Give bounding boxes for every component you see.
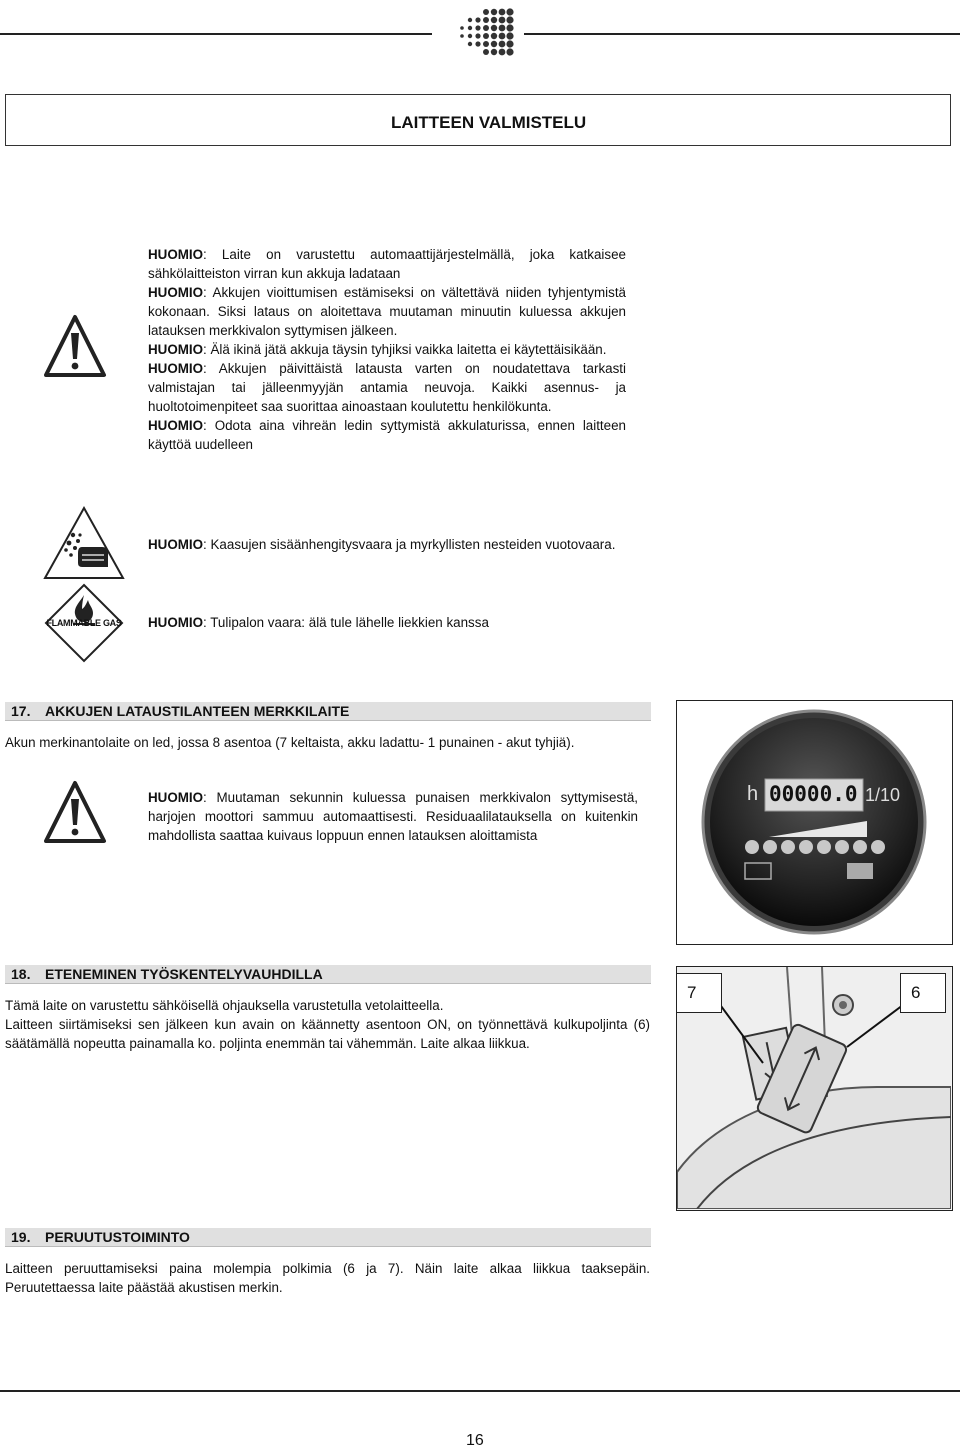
dot-logo-icon — [452, 6, 516, 62]
meter-hour-digits: 00000.0 — [769, 782, 858, 806]
page-title: LAITTEEN VALMISTELU — [391, 113, 587, 132]
warning-line-1: HUOMIO: Laite on varustettu automaattijärjestelmällä, joka katkaisee sähkölaitteiston virran kun akkuja ladataan — [148, 247, 626, 281]
section-19-body: Laitteen peruuttamiseksi paina molempia polkimia (6 ja 7). Näin laite alkaa liikkua taaksepäin. Peruutettaessa laite päästää akustisen merkin. — [5, 1261, 650, 1295]
meter-led — [871, 840, 885, 854]
callout-6: 6 — [900, 973, 946, 1013]
header-rule-left — [0, 33, 432, 35]
gas-hazard-note: HUOMIO: Kaasujen sisäänhengitysvaara ja myrkyllisten nesteiden vuotovaara. — [148, 537, 616, 552]
section-18-paragraph-2: Laitteen siirtämiseksi sen jälkeen kun avain on käännetty asentoon ON, on työnnettävä kulkupoljinta (6) säätämällä nopeutta painamalla ko. poljinta enemmän tai vähemmän. Laite alkaa liikkua. — [5, 1017, 650, 1051]
warning-triangle-icon — [43, 779, 107, 845]
footer-rule — [0, 1390, 960, 1392]
warning-line-2: HUOMIO: Akkujen vioittumisen estämiseksi on vältettävä niiden tyhjentymistä kokonaan. Siksi lataus on aloitettava muutaman minuutin kuluessa akkujen latauksen merkkivalon syttymisen jälkeen. — [148, 285, 626, 338]
meter-led — [799, 840, 813, 854]
section-18-body — [5, 996, 650, 1053]
warning-line-4: HUOMIO: Akkujen päivittäistä latausta varten on noudatettava tarkasti valmistajan tai jälleenmyyjän antamia neuvoja. Kaikki asennus- ja huoltotoimenpiteet saa suorittaa ainoastaan koulutettu henkilökunta. — [148, 361, 626, 414]
warning-block — [148, 245, 626, 454]
callout-7: 7 — [676, 973, 722, 1013]
meter-led — [835, 840, 849, 854]
flammable-gas-sign — [44, 583, 124, 663]
section-18-paragraph-1: Tämä laite on varustettu sähköisellä ohjauksella varustetulla vetolaitteella. — [5, 998, 444, 1013]
meter-led — [781, 840, 795, 854]
section-19-heading — [5, 1228, 651, 1247]
meter-hour-symbol: h — [747, 783, 759, 805]
meter-led-row — [745, 840, 885, 856]
warning-line-3: HUOMIO: Älä ikinä jätä akkuja täysin tyhjiksi vaikka laitetta ei käytettäisikään. — [148, 342, 607, 357]
header-rule-right — [524, 33, 960, 35]
flammable-gas-label: FLAMMABLE GAS — [46, 618, 122, 628]
warning-line-5: HUOMIO: Odota aina vihreän ledin syttymistä akkulaturissa, ennen laitteen käyttöä uudelleen — [148, 418, 626, 452]
meter-led — [763, 840, 777, 854]
section-17-heading — [5, 702, 651, 721]
section-title: ETENEMINEN TYÖSKENTELYVAUHDILLA — [45, 966, 323, 982]
section-title: PERUUTUSTOIMINTO — [45, 1229, 190, 1245]
section-number: 19. — [11, 1229, 31, 1245]
section-17-note: HUOMIO: Muutaman sekunnin kuluessa punaisen merkkivalon syttymisestä, harjojen moottori sammuu automaattisesti. Residuaalilatauksella on kuitenkin mahdollista saattaa kuivaus loppuun ennen latauksen aloittamista — [148, 790, 638, 843]
section-number: 18. — [11, 966, 31, 982]
section-number: 17. — [11, 703, 31, 719]
meter-led — [853, 840, 867, 854]
fire-hazard-note: HUOMIO: Tulipalon vaara: älä tule lähelle liekkien kanssa — [148, 615, 489, 630]
meter-led — [745, 840, 759, 854]
section-17-body: Akun merkinantolaite on led, jossa 8 asentoa (7 keltaista, akku ladattu- 1 punainen - akut tyhjiä). — [5, 735, 575, 750]
section-title: AKKUJEN LATAUSTILANTEEN MERKKILAITE — [45, 703, 350, 719]
title-box — [5, 94, 951, 146]
battery-meter-figure — [676, 700, 953, 945]
warning-triangle-icon — [43, 313, 107, 379]
meter-led — [817, 840, 831, 854]
meter-fraction-label: 1/10 — [865, 785, 901, 805]
corrosive-hazard-icon — [42, 505, 126, 581]
section-18-heading — [5, 965, 651, 984]
page-number: 16 — [466, 1432, 484, 1449]
battery-meter-gauge — [677, 701, 951, 943]
